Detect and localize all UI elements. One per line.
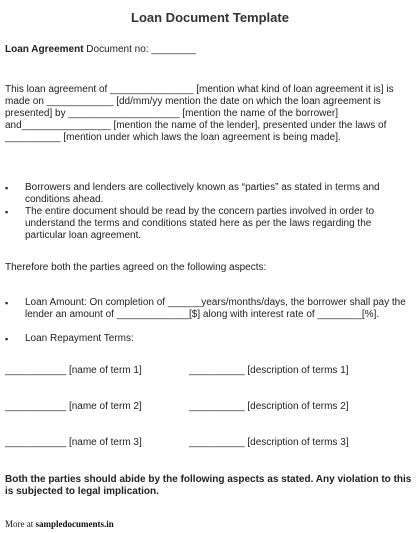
footer-site-link[interactable]: sampledocuments.in [35, 519, 114, 529]
list-item-text: Loan Repayment Terms: [25, 333, 134, 344]
term-description: __________ [description of terms 2] [189, 401, 349, 412]
term-description: __________ [description of terms 3] [189, 437, 349, 448]
list-item [5, 297, 411, 321]
list-item [5, 333, 411, 345]
bullet-icon: ▪ [5, 183, 9, 193]
agreement-statement: Therefore both the parties agreed on the following aspects: [5, 262, 267, 273]
term-name: ___________ [name of term 1] [5, 365, 142, 376]
list-item-text: Loan Amount: On completion of ______years/months/days, the borrower shall pay the lender an amount of _____________[$] along with interest rate of ________[%]. [25, 297, 406, 320]
intro-paragraph: This loan agreement of _______________ [mention what kind of loan agreement it is] is made on ____________ [dd/mm/yy mention the date on which the loan agreement is presented] by ____________________ [mention the name of the borrower] and________________ [mention the name of the lender], presented under the laws of __________ [mention under which laws the loan agreement is being made]. [5, 84, 394, 143]
footer-prefix: More at [5, 519, 36, 529]
term-name: ___________ [name of term 2] [5, 401, 142, 412]
term-description: __________ [description of terms 1] [189, 365, 349, 376]
document-number-line [5, 44, 413, 56]
bullet-icon: ▪ [5, 207, 9, 217]
list-item [5, 182, 411, 206]
list-item-text: Borrowers and lenders are collectively known as “parties” as stated in terms and conditions ahead. [25, 182, 380, 205]
loan-terms-bullet-list [5, 297, 411, 345]
parties-bullet-list [5, 182, 411, 242]
list-item-text: The entire document should be read by the concern parties involved in order to understand the terms and conditions stated here as per the laws regarding the particular loan agreement. [25, 206, 375, 241]
bullet-icon: ▪ [5, 298, 9, 308]
bullet-icon: ▪ [5, 334, 9, 344]
document-number-label: Document no: ________ [83, 44, 196, 55]
document-title: Loan Document Template [131, 10, 289, 25]
closing-statement: Both the parties should abide by the following aspects as stated. Any violation to this is subjected to legal implication. [5, 474, 412, 497]
footer-credit [5, 518, 114, 530]
loan-agreement-label: Loan Agreement [5, 44, 84, 55]
term-name: ___________ [name of term 3] [5, 437, 142, 448]
list-item [5, 206, 411, 242]
